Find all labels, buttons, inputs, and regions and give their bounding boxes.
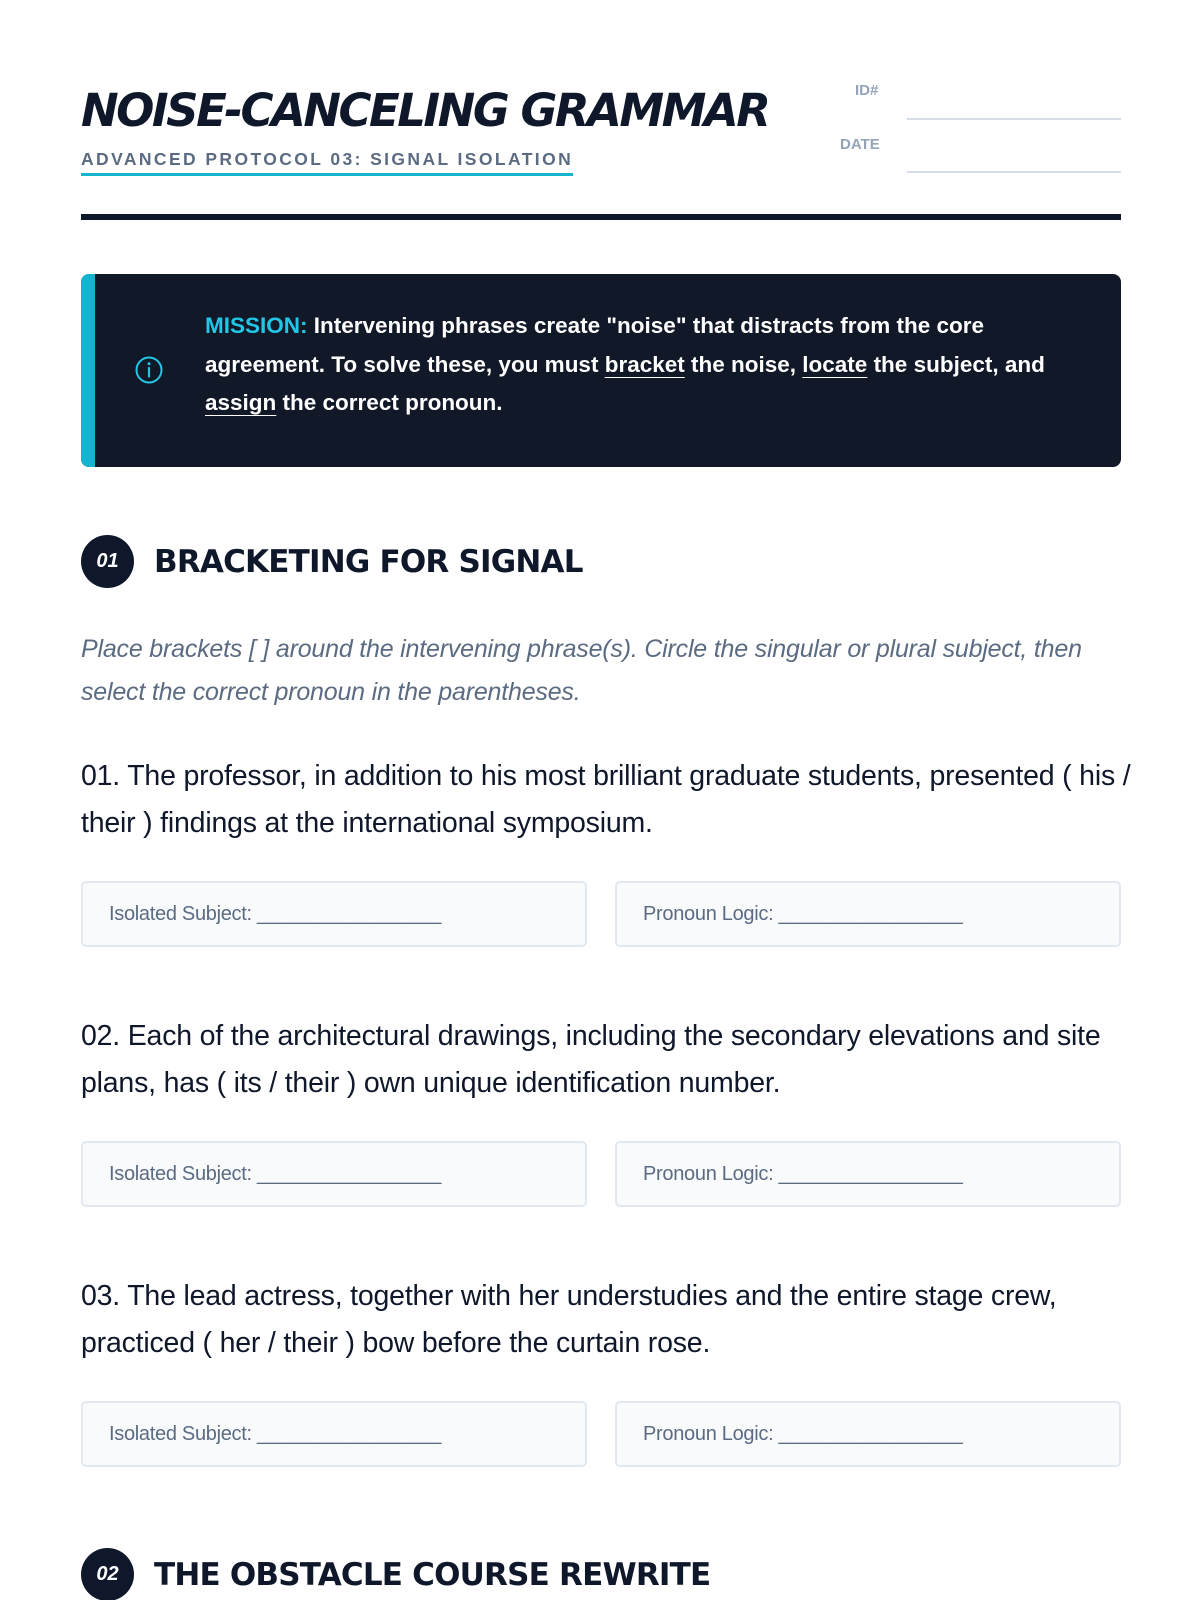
page-title: NOISE-CANCELING GRAMMAR xyxy=(81,84,769,137)
mission-callout xyxy=(81,274,1121,467)
id-label: ID# xyxy=(855,82,879,99)
section-title: BRACKETING FOR SIGNAL xyxy=(154,544,583,580)
page-subtitle: ADVANCED PROTOCOL 03: SIGNAL ISOLATION xyxy=(81,148,573,176)
mission-text xyxy=(205,307,1065,423)
info-icon xyxy=(134,355,164,385)
mission-accent-bar xyxy=(81,274,95,467)
mission-text-part: the noise, xyxy=(684,351,803,377)
worksheet-header xyxy=(81,82,1121,222)
keyword-locate: locate xyxy=(802,351,868,377)
mission-label: MISSION: xyxy=(205,313,308,338)
field-label: Isolated Subject: _________________ xyxy=(109,1163,442,1185)
isolated-subject-field-3[interactable] xyxy=(81,1401,587,1467)
keyword-assign: assign xyxy=(205,390,277,415)
field-label: Pronoun Logic: _________________ xyxy=(643,903,963,925)
header-divider xyxy=(81,214,1121,220)
section-instructions: Place brackets [ ] around the intervening phrase(s). Circle the singular or plural subject, then select the correct pronoun in the parentheses. xyxy=(81,635,1082,706)
id-field-line[interactable] xyxy=(907,118,1121,120)
pronoun-logic-field-2[interactable] xyxy=(615,1141,1121,1207)
field-label: Isolated Subject: _________________ xyxy=(109,1423,442,1445)
exercise-item-1: 01. The professor, in addition to his most brilliant graduate students, presented ( his / their ) findings at the international symposium. xyxy=(81,760,1131,839)
field-label: Pronoun Logic: _________________ xyxy=(643,1163,963,1185)
section-number-badge: 02 xyxy=(81,1548,134,1600)
keyword-bracket: bracket xyxy=(604,351,685,377)
section-header-2 xyxy=(81,1548,981,1600)
exercise-item-3: 03. The lead actress, together with her understudies and the entire stage crew, practiced ( her / their ) bow before the curtain rose. xyxy=(81,1280,1057,1359)
field-label: Isolated Subject: _________________ xyxy=(109,903,442,925)
section-title: THE OBSTACLE COURSE REWRITE xyxy=(154,1557,711,1593)
mission-text-part: the subject, and xyxy=(867,351,1045,377)
date-label: DATE xyxy=(840,136,880,153)
pronoun-logic-field-1[interactable] xyxy=(615,881,1121,947)
date-field-line[interactable] xyxy=(907,171,1121,173)
section-number-badge: 01 xyxy=(81,535,134,588)
exercise-item-2: 02. Each of the architectural drawings, including the secondary elevations and site plans, has ( its / their ) own unique identification number. xyxy=(81,1020,1101,1099)
isolated-subject-field-1[interactable] xyxy=(81,881,587,947)
isolated-subject-field-2[interactable] xyxy=(81,1141,587,1207)
mission-text-part: Intervening phrases create "noise" that distracts from the core agreement. To solve these, you must xyxy=(205,313,985,377)
field-label: Pronoun Logic: _________________ xyxy=(643,1423,963,1445)
pronoun-logic-field-3[interactable] xyxy=(615,1401,1121,1467)
mission-text-part: the correct pronoun. xyxy=(276,390,503,415)
section-header-1 xyxy=(81,535,981,589)
